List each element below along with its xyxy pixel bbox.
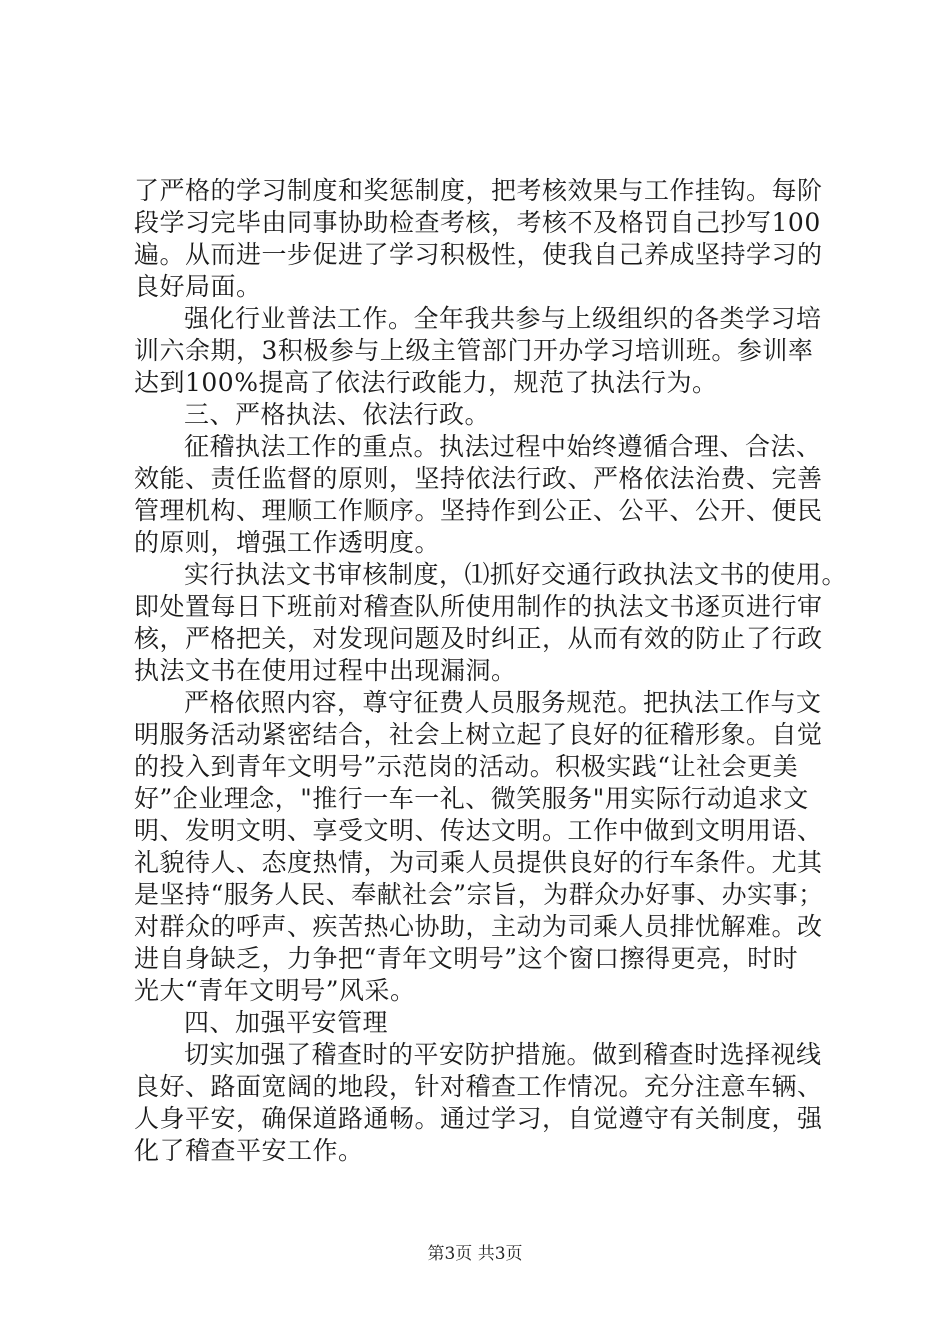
paragraph-first-line: 切实加强了稽查时的平安防护措施。做到稽查时选择视线	[184, 1040, 822, 1069]
paragraph-first-line: 强化行业普法工作。全年我共参与上级组织的各类学习培	[184, 304, 822, 333]
page-footer	[0, 1244, 950, 1264]
text-line: 光大“青年文明号”风采。	[134, 976, 416, 1005]
section-heading: 三、严格执法、依法行政。	[184, 400, 491, 429]
text-line: 管理机构、理顺工作顺序。坚持作到公正、公平、公开、便民	[134, 496, 823, 525]
text-line: 明、发明文明、享受文明、传达文明。工作中做到文明用语、	[134, 816, 823, 845]
text-line: 对群众的呼声、疾苦热心协助，主动为司乘人员排忧解难。改	[134, 912, 823, 941]
text-line: 礼貌待人、态度热情，为司乘人员提供良好的行车条件。尤其	[134, 848, 823, 877]
text-line: 进自身缺乏，力争把“青年文明号”这个窗口擦得更亮，时时	[134, 944, 799, 973]
text-line: 效能、责任监督的原则，坚持依法行政、严格依法治费、完善	[134, 464, 823, 493]
paragraph-first-line: 严格依照内容，尊守征费人员服务规范。把执法工作与文	[184, 688, 822, 717]
text-line: 是坚持“服务人民、奉献社会”宗旨，为群众办好事、办实事；	[134, 880, 824, 909]
text-line: 明服务活动紧密结合，社会上树立起了良好的征稽形象。自觉	[134, 720, 823, 749]
text-line: 好”企业理念，"推行一车一礼、微笑服务"用实际行动追求文	[134, 784, 809, 813]
text-line: 执法文书在使用过程中出现漏洞。	[134, 656, 517, 685]
text-line: 即处置每日下班前对稽查队所使用制作的执法文书逐页进行审	[134, 592, 823, 621]
paragraph-first-line: 实行执法文书审核制度，⑴抓好交通行政执法文书的使用。	[184, 560, 848, 589]
text-line: 人身平安，确保道路通畅。通过学习，自觉遵守有关制度，强	[134, 1104, 823, 1133]
text-line: 了严格的学习制度和奖惩制度，把考核效果与工作挂钩。每阶	[134, 176, 823, 205]
paragraph-first-line: 征稽执法工作的重点。执法过程中始终遵循合理、合法、	[184, 432, 822, 461]
text-line: 良好、路面宽阔的地段，针对稽查工作情况。充分注意车辆、	[134, 1072, 823, 1101]
section-heading: 四、加强平安管理	[184, 1008, 389, 1037]
page-number-label: 第3页 共3页	[427, 1244, 523, 1264]
text-line: 达到100%提高了依法行政能力，规范了执法行为。	[134, 368, 718, 397]
text-line: 良好局面。	[134, 272, 262, 301]
document-body	[134, 175, 848, 1167]
text-line: 化了稽查平安工作。	[134, 1136, 364, 1165]
text-line: 训六余期，3积极参与上级主管部门开办学习培训班。参训率	[134, 336, 814, 365]
text-line: 的投入到青年文明号”示范岗的活动。积极实践“让社会更美	[134, 752, 799, 781]
text-line: 核，严格把关，对发现问题及时纠正，从而有效的防止了行政	[134, 624, 823, 653]
text-line: 段学习完毕由同事协助检查考核，考核不及格罚自己抄写100	[134, 208, 821, 237]
text-line: 遍。从而进一步促进了学习积极性，使我自己养成坚持学习的	[134, 240, 823, 269]
text-line: 的原则，增强工作透明度。	[134, 528, 441, 557]
